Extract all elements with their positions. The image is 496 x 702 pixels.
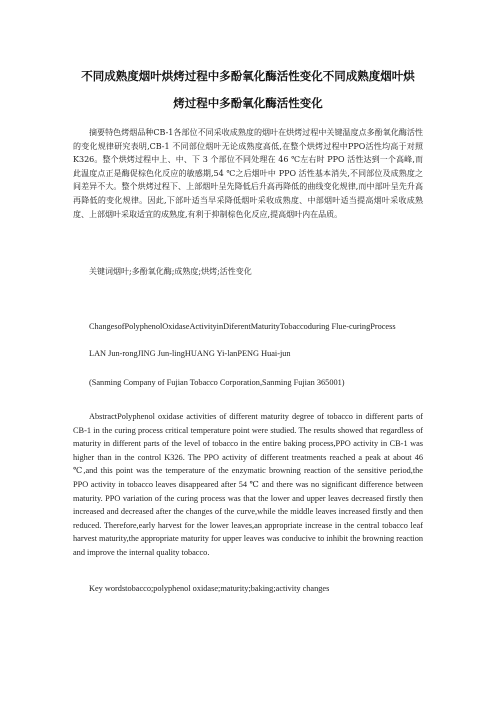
english-title: ChangesofPolyphenolOxidaseActivityinDiferentMaturityTobaccoduring Flue-curingProcess (89, 322, 396, 331)
chinese-abstract: 摘要特色烤烟品种CB-1各部位不同采收成熟度的烟叶在烘烤过程中关键温度点多酚氧化酶活性的变化规律研究表明,CB-1 不同部位烟叶无论成熟度高低,在整个烘烤过程中PPO活性均高于对照K326。整个烘烤过程中上、中、下 3 个部位不同处理在 46 ℃左右时 PPO 活性达到一个高峰,而此温度点正是酶促棕色化反应的敏感期,54 ℃之后烟叶中 PPO 活性基本消失,不同部位及成熟度之间差异不大。整个烘烤过程下、上部烟叶呈先降低后升高再降低的曲线变化规律,而中部叶呈先升高再降低的变化规律。因此,下部叶适当早采降低烟叶采收成熟度、中部烟叶适当提高烟叶采收成熟度、上部烟叶采取适宜的成熟度,有利于抑制棕色化反应,提高烟叶内在品质。 (73, 128, 423, 219)
document-title-line-2: 烤过程中多酚氧化酶活性变化 (173, 96, 323, 110)
document-title-line-1: 不同成熟度烟叶烘烤过程中多酚氧化酶活性变化不同成熟度烟叶烘 (81, 69, 415, 83)
english-keywords: Key wordstobacco;polyphenol oxidase;maturity;baking;activity changes (89, 584, 330, 593)
authors: LAN Jun-rongJING Jun-lingHUANG Yi-lanPENG Huai-jun (89, 349, 291, 358)
affiliation: (Sanming Company of Fujian Tobacco Corporation,Sanming Fujian 365001) (89, 378, 345, 387)
chinese-keywords: 关键词烟叶;多酚氧化酶;成熟度;烘烤;活性变化 (89, 267, 252, 276)
english-abstract: AbstractPolyphenol oxidase activities of different maturity degree of tobacco in different parts of CB-1 in the curing process critical temperature point were studied. The results showed that regardless of maturity in different parts of the level of tobacco in the entire baking process,PPO activity in CB-1 was higher than in the control K326. The PPO activity of different treatments reached a peak at about 46 ℃,and this point was the temperature of the enzymatic browning reaction of the sensitive period,the PPO activity in tobacco leaves disappeared after 54 ℃ and there was no significant difference between maturity. PPO variation of the curing process was that the lower and upper leaves decreased firstly then increased and decreased after the changes of the curve,while the middle leaves increased firstly and then reduced. Therefore,early harvest for the lower leaves,an appropriate increase in the central tobacco leaf harvest maturity,the appropriate maturity for upper leaves was conducive to inhibit the browning reaction and improve the internal quality tobacco. (73, 412, 423, 557)
